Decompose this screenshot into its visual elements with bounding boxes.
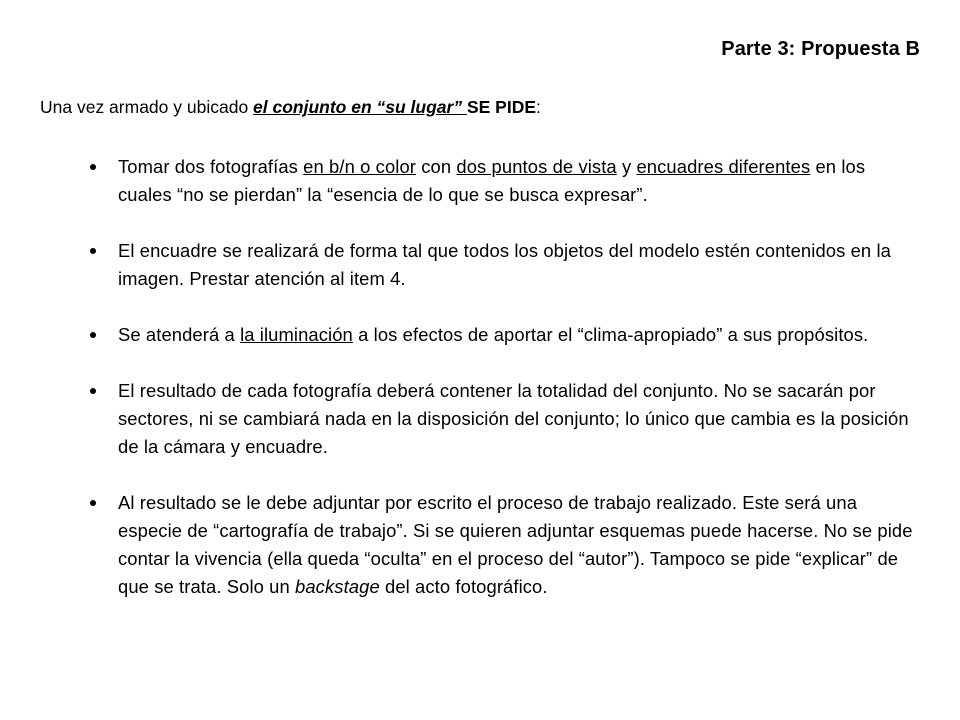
intro-suffix: : <box>536 97 541 117</box>
bullet-text: a los efectos de aportar el “clima-apropiado” a sus propósitos. <box>352 324 869 345</box>
bullet-underlined-text: en b/n o color <box>303 156 417 177</box>
bullet-text: Al resultado se le debe adjuntar por escrito el proceso de trabajo realizado. Este será una especie de “cartografía de trabajo”. Si se quieren adjuntar esquemas puede hacerse. No se pide contar la vivencia (ella queda “oculta” en el proceso del “autor”). Tampoco se pide “explicar” de que se trata. Solo un <box>118 492 913 597</box>
bullet-text: El encuadre se realizará de forma tal que todos los objetos del modelo estén contenidos en la imagen. Prestar atención al item 4. <box>118 240 891 289</box>
list-item <box>90 237 920 293</box>
bullet-icon <box>90 500 96 506</box>
bullet-text: en los cuales “no se pierdan” la “esencia de lo que se busca expresar”. <box>118 156 866 205</box>
bullet-italic-text: backstage <box>295 576 380 597</box>
bullet-underlined-text: la iluminación <box>240 324 353 345</box>
bullet-icon <box>90 164 96 170</box>
bullet-text: Tomar dos fotografías <box>118 156 304 177</box>
bullet-text: del acto fotográfico. <box>379 576 548 597</box>
intro-emphasis: el conjunto en “su lugar” <box>253 97 467 117</box>
intro-paragraph <box>40 97 541 118</box>
slide-title: Parte 3: Propuesta B <box>721 38 920 60</box>
bullet-underlined-text: encuadres diferentes <box>636 156 811 177</box>
bullet-text: El resultado de cada fotografía deberá contener la totalidad del conjunto. No se sacarán por sectores, ni se cambiará nada en la disposición del conjunto; lo único que cambia es la posición de la cámara y encuadre. <box>118 380 909 457</box>
bullet-text: con <box>416 156 457 177</box>
intro-strong: SE PIDE <box>466 97 537 117</box>
list-item <box>90 153 920 209</box>
bullet-underlined-text: dos puntos de vista <box>456 156 617 177</box>
bullet-text: y <box>616 156 637 177</box>
bullet-icon <box>90 332 96 338</box>
requirements-list <box>90 153 920 601</box>
list-item <box>90 377 920 461</box>
bullet-text: Se atenderá a <box>118 324 241 345</box>
bullet-icon <box>90 388 96 394</box>
bullet-icon <box>90 248 96 254</box>
list-item <box>90 321 920 349</box>
list-item <box>90 489 920 601</box>
intro-prefix: Una vez armado y ubicado <box>40 97 254 117</box>
